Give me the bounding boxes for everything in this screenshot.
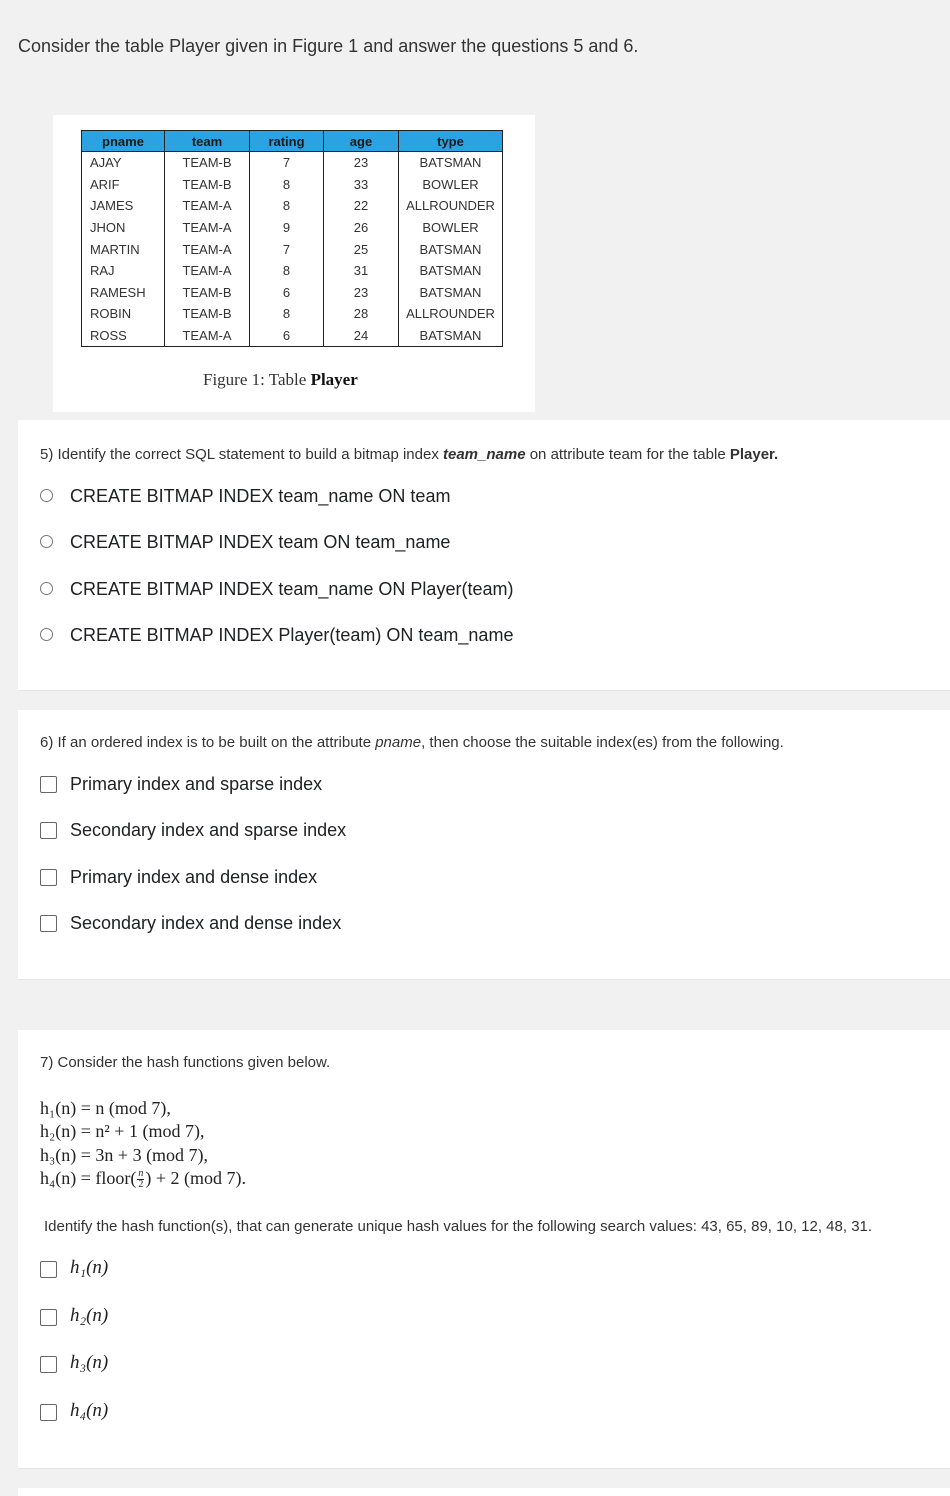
q7-option-1[interactable] — [40, 1261, 57, 1278]
question-7-text: Identify the hash function(s), that can generate unique hash values for the following search values: 43, 65, 89, 10, 12, 48, 31. — [44, 1218, 873, 1235]
table-cell: 8 — [250, 174, 324, 196]
q6-option-3-label[interactable]: Primary index and dense index — [70, 867, 318, 887]
table-cell: 22 — [324, 195, 399, 217]
column-header: rating — [250, 131, 324, 152]
table-row — [82, 260, 503, 282]
table-cell: BOWLER — [399, 217, 503, 239]
equation-h4: h₄(n) = floor( $\frac{n}{2}$ ) + 2 (mod 7). — [40, 1168, 247, 1191]
table-cell: JHON — [82, 217, 165, 239]
table-cell: BATSMAN — [399, 260, 503, 282]
table-cell: TEAM-A — [165, 238, 250, 260]
table-row — [82, 217, 503, 239]
table-cell: TEAM-B — [165, 152, 250, 174]
checkbox[interactable] — [40, 822, 57, 839]
table-cell: 7 — [250, 152, 324, 174]
table-cell: MARTIN — [82, 238, 165, 260]
q5-option-3-label[interactable]: CREATE BITMAP INDEX team_name ON Player(team) — [70, 579, 514, 599]
intro-text: Consider the table Player given in Figure 1 and answer the questions 5 and 6. — [18, 36, 639, 56]
q7-option-4-label[interactable]: h₄(n) — [70, 1400, 109, 1421]
table-cell: TEAM-B — [165, 282, 250, 304]
column-header: pname — [82, 131, 165, 152]
table-cell: 28 — [324, 303, 399, 325]
q5-option-4[interactable] — [40, 628, 53, 641]
q6-option-4[interactable] — [40, 915, 57, 932]
q6-option-2[interactable] — [40, 822, 57, 839]
table-row — [82, 238, 503, 260]
table-cell: TEAM-A — [165, 217, 250, 239]
fraction: $\frac{n}{2}$ — [138, 1168, 144, 1191]
table-row — [82, 174, 503, 196]
table-cell: BATSMAN — [399, 282, 503, 304]
checkbox[interactable] — [40, 869, 57, 886]
q5-option-3[interactable] — [40, 582, 53, 595]
table-cell: AJAY — [82, 152, 165, 174]
question-7-card — [18, 1030, 950, 1469]
player-table — [81, 130, 503, 347]
question-7-title: 7) Consider the hash functions given below. — [40, 1054, 331, 1071]
table-cell: 25 — [324, 238, 399, 260]
next-card-edge — [18, 1488, 950, 1496]
checkbox[interactable] — [40, 1356, 57, 1373]
checkbox[interactable] — [40, 776, 57, 793]
radio-button[interactable] — [40, 535, 53, 548]
equation-h3: h₃(n) = 3n + 3 (mod 7), — [40, 1145, 209, 1165]
caption-prefix: Figure 1: Table — [203, 370, 307, 389]
table-row — [82, 195, 503, 217]
table-cell: 6 — [250, 325, 324, 347]
q5-option-1-label[interactable]: CREATE BITMAP INDEX team_name ON team — [70, 486, 451, 506]
table-cell: 23 — [324, 282, 399, 304]
figure-caption — [203, 370, 358, 390]
table-cell: RAJ — [82, 260, 165, 282]
question-5-text: 5) Identify the correct SQL statement to build a bitmap index team_name on attribute team for the table Player. — [40, 446, 779, 463]
question-6-card — [18, 710, 950, 980]
question-6-text: 6) If an ordered index is to be built on the attribute pname, then choose the suitable index(es) from the following. — [40, 734, 784, 751]
caption-bold: Player — [310, 370, 358, 389]
column-header: type — [399, 131, 503, 152]
table-cell: JAMES — [82, 195, 165, 217]
table-cell: TEAM-B — [165, 174, 250, 196]
table-cell: TEAM-A — [165, 195, 250, 217]
table-cell: 8 — [250, 260, 324, 282]
q6-option-4-label[interactable]: Secondary index and dense index — [70, 913, 342, 933]
table-row — [82, 325, 503, 347]
table-header-row — [82, 131, 503, 152]
table-cell: BOWLER — [399, 174, 503, 196]
table-row — [82, 152, 503, 174]
table-cell: 31 — [324, 260, 399, 282]
column-header: team — [165, 131, 250, 152]
table-cell: 9 — [250, 217, 324, 239]
column-header: age — [324, 131, 399, 152]
table-cell: TEAM-B — [165, 303, 250, 325]
q7-option-3-label[interactable]: h₃(n) — [70, 1352, 109, 1373]
table-cell: TEAM-A — [165, 260, 250, 282]
q6-option-1-label[interactable]: Primary index and sparse index — [70, 774, 323, 794]
q7-option-2[interactable] — [40, 1309, 57, 1326]
q6-option-1[interactable] — [40, 776, 57, 793]
checkbox[interactable] — [40, 1309, 57, 1326]
table-cell: RAMESH — [82, 282, 165, 304]
question-5-card — [18, 420, 950, 691]
q7-option-1-label[interactable]: h₁(n) — [70, 1257, 109, 1278]
q6-option-2-label[interactable]: Secondary index and sparse index — [70, 820, 347, 840]
table-cell: 24 — [324, 325, 399, 347]
radio-button[interactable] — [40, 489, 53, 502]
q7-option-3[interactable] — [40, 1356, 57, 1373]
q5-option-2[interactable] — [40, 535, 53, 548]
q6-option-3[interactable] — [40, 869, 57, 886]
table-row — [82, 303, 503, 325]
q5-option-4-label[interactable]: CREATE BITMAP INDEX Player(team) ON team_name — [70, 625, 514, 645]
table-cell: TEAM-A — [165, 325, 250, 347]
table-cell: 7 — [250, 238, 324, 260]
radio-button[interactable] — [40, 582, 53, 595]
table-cell: 26 — [324, 217, 399, 239]
table-cell: ALLROUNDER — [399, 303, 503, 325]
equation-h1: h₁(n) = n (mod 7), — [40, 1098, 171, 1118]
q7-option-4[interactable] — [40, 1404, 57, 1421]
table-cell: 8 — [250, 303, 324, 325]
checkbox[interactable] — [40, 1404, 57, 1421]
q7-option-2-label[interactable]: h₂(n) — [70, 1305, 109, 1326]
equation-h2: h₂(n) = n² + 1 (mod 7), — [40, 1121, 205, 1141]
table-cell: BATSMAN — [399, 152, 503, 174]
q5-option-1[interactable] — [40, 489, 53, 502]
table-cell: 23 — [324, 152, 399, 174]
table-cell: ROSS — [82, 325, 165, 347]
table-cell: 8 — [250, 195, 324, 217]
table-row — [82, 282, 503, 304]
checkbox[interactable] — [40, 915, 57, 932]
q5-option-2-label[interactable]: CREATE BITMAP INDEX team ON team_name — [70, 532, 451, 552]
table-cell: ROBIN — [82, 303, 165, 325]
radio-button[interactable] — [40, 628, 53, 641]
intro-section — [0, 0, 950, 420]
table-cell: BATSMAN — [399, 238, 503, 260]
table-cell: ALLROUNDER — [399, 195, 503, 217]
table-cell: 6 — [250, 282, 324, 304]
figure-player-table — [53, 115, 535, 412]
table-cell: ARIF — [82, 174, 165, 196]
checkbox[interactable] — [40, 1261, 57, 1278]
table-cell: 33 — [324, 174, 399, 196]
table-cell: BATSMAN — [399, 325, 503, 347]
